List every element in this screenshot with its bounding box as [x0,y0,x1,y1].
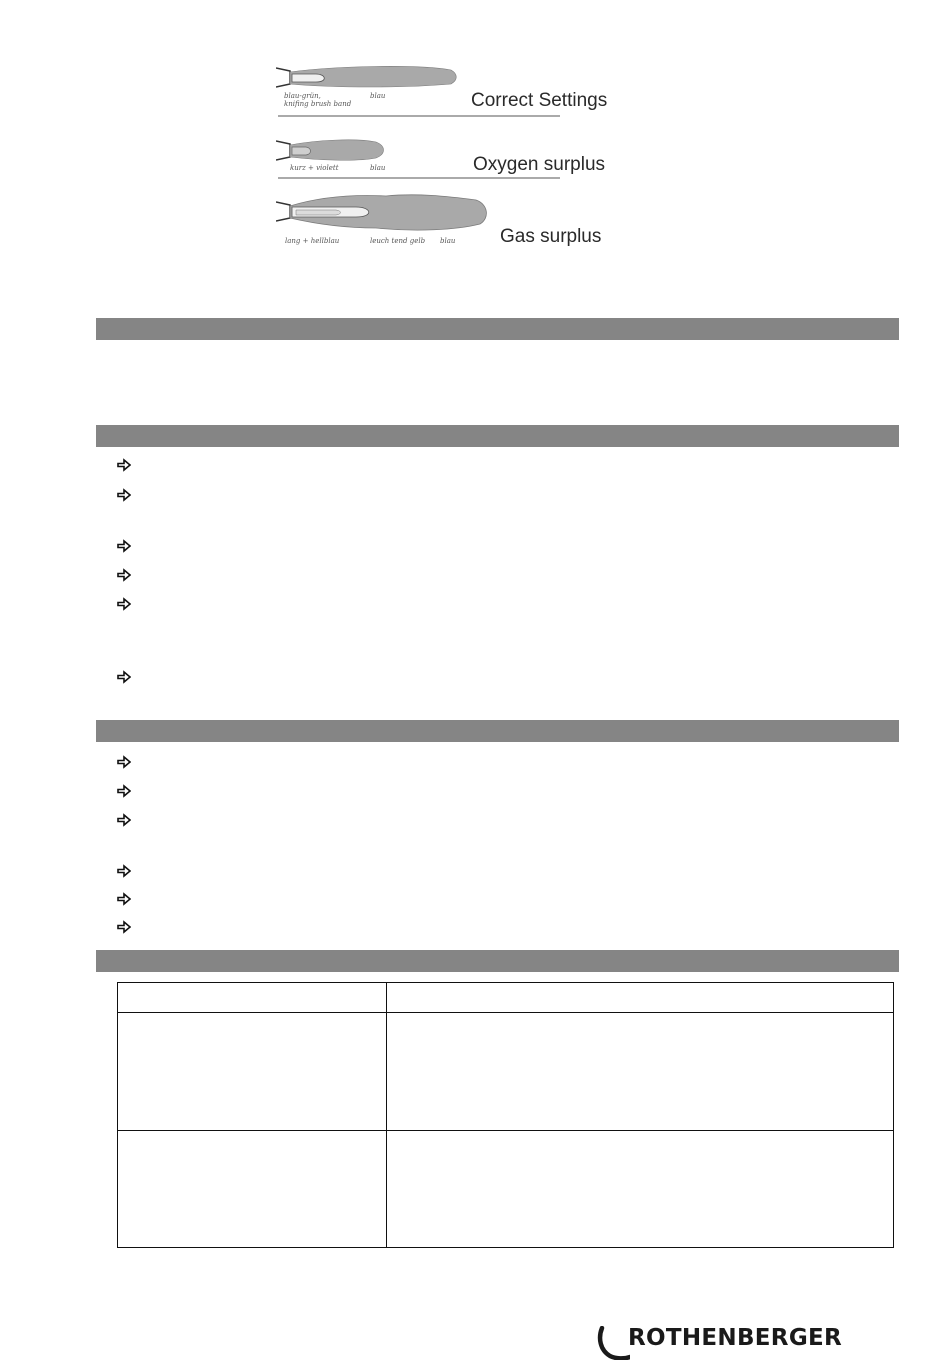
flame-sub-left: blau-grün, knifing brush band [284,92,352,108]
flame-label-gas: Gas surplus [500,226,602,247]
section-header-bar [96,318,899,340]
flame-label-correct: Correct Settings [471,90,608,111]
table-column-divider [386,983,387,1247]
section-header-bar [96,425,899,447]
section-header-bar [96,720,899,742]
brand-name: ROTHENBERGER [628,1325,843,1351]
flame-label-oxygen: Oxygen surplus [473,154,606,175]
arrow-right-icon [117,864,131,878]
arrow-right-icon [117,488,131,502]
table-row-divider [118,1012,893,1013]
arrow-right-icon [117,458,131,472]
flame-sub-left: lang + hellblau [285,237,340,245]
flame-sub-mid: leuch tend gelb [370,237,426,245]
troubleshooting-table [117,982,894,1248]
section-header-bar [96,950,899,972]
arrow-right-icon [117,568,131,582]
arrow-right-icon [117,784,131,798]
flame-sub-left: kurz + violett [290,164,339,172]
flame-sub-right: blau [440,237,456,245]
logo-swoosh-icon [596,1326,630,1360]
arrow-right-icon [117,920,131,934]
rothenberger-logo [596,1322,846,1362]
arrow-right-icon [117,670,131,684]
arrow-right-icon [117,755,131,769]
arrow-right-icon [117,597,131,611]
flame-sub-mid: blau [370,164,386,172]
flame-sub-mid: blau [370,92,386,100]
flame-icon [276,190,496,240]
arrow-right-icon [117,539,131,553]
arrow-right-icon [117,813,131,827]
arrow-right-icon [117,892,131,906]
table-row-divider [118,1130,893,1131]
